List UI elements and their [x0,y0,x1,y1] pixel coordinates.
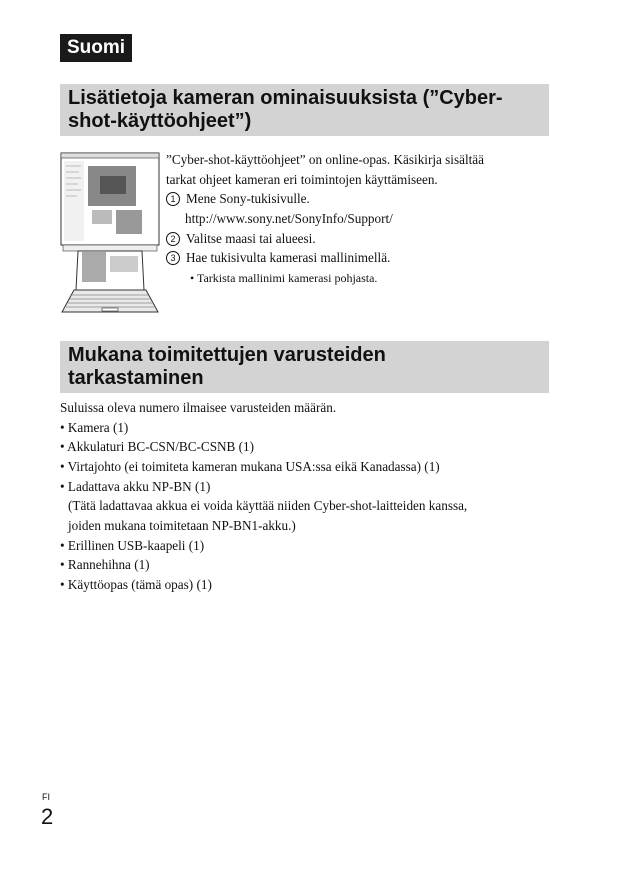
section-heading-features [60,84,549,136]
accessories-intro: Suluissa oleva numero ilmaisee varusteiden määrän. [60,400,337,415]
list-item: • Ladattava akku NP-BN (1) [60,479,211,494]
battery-note-line-2: joiden mukana toimitetaan NP-BN1-akku.) [68,518,296,533]
intro-line-1: ”Cyber-shot-käyttöohjeet” on online-opas. Käsikirja sisältää [166,152,484,167]
heading-line-2: tarkastaminen [68,367,204,389]
heading-line-1: Lisätietoja kameran ominaisuuksista (”Cyber- [68,87,503,109]
model-name-tip: • Tarkista mallinimi kamerasi pohjasta. [190,271,378,285]
intro-line-2: tarkat ohjeet kameran eri toimintojen käyttämiseen. [166,172,438,187]
step-2-number: 2 [166,232,180,246]
step-3-number: 3 [166,251,180,265]
list-item: • Erillinen USB-kaapeli (1) [60,538,205,553]
heading-line-2: shot-käyttöohjeet”) [68,110,252,132]
laptop-illustration [60,152,160,316]
list-item: • Kamera (1) [60,420,129,435]
language-badge: Suomi [60,34,132,62]
step-1 [166,189,310,209]
page-number: 2 [41,804,54,829]
list-item: • Akkulaturi BC-CSN/BC-CSNB (1) [60,439,255,454]
section-heading-accessories [60,341,549,393]
step-1-text: Mene Sony-tukisivulle. [186,191,310,206]
list-item: • Virtajohto (ei toimiteta kameran mukana USA:ssa eikä Kanadassa) (1) [60,459,440,474]
step-3-text: Hae tukisivulta kamerasi mallinimellä. [186,250,391,265]
step-2 [166,229,316,249]
support-url[interactable]: http://www.sony.net/SonyInfo/Support/ [185,211,393,226]
heading-line-1: Mukana toimitettujen varusteiden [68,344,386,366]
list-item: • Rannehihna (1) [60,557,150,572]
language-code: FI [42,792,50,802]
battery-note-line-1: (Tätä ladattavaa akkua ei voida käyttää niiden Cyber-shot-laitteiden kanssa, [68,498,468,513]
step-1-number: 1 [166,192,180,206]
list-item: • Käyttöopas (tämä opas) (1) [60,577,212,592]
step-3 [166,248,390,268]
step-2-text: Valitse maasi tai alueesi. [186,231,316,246]
